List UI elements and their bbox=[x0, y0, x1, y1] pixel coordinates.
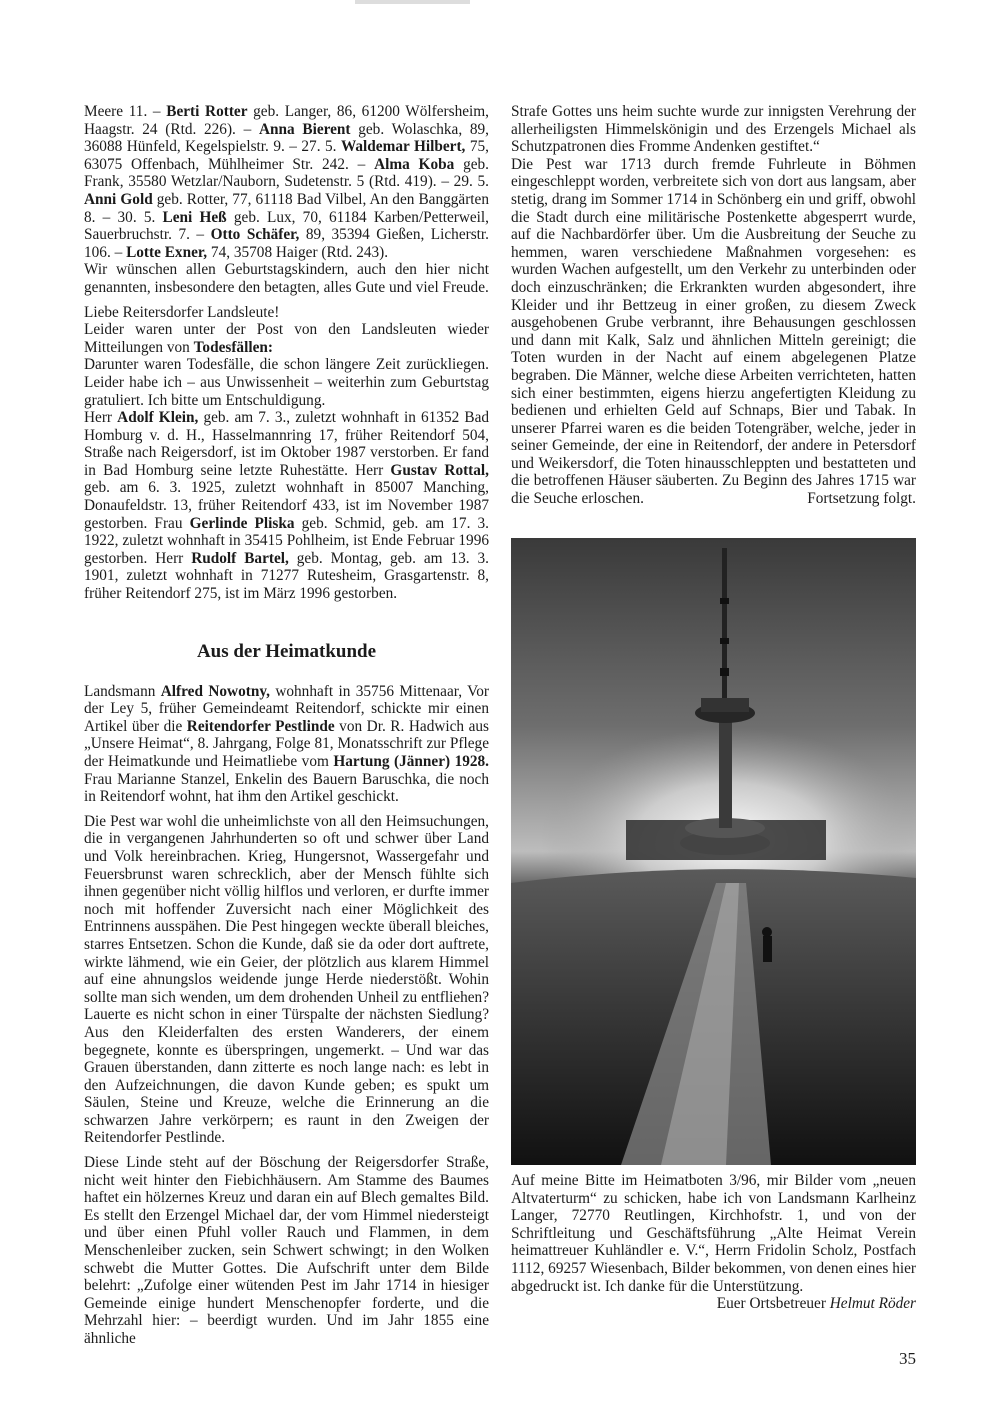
paragraph bbox=[84, 409, 489, 603]
bold-name: Hartung (Jänner) 1928. bbox=[333, 753, 489, 770]
text-run: Diese Linde steht auf der Böschung der Reigersdorfer Straße, nicht weit hinter den Fiebichhäusern. Am Stamme des Baumes haftet ein hölzernes Kreuz und daran ein auf Blech gemaltes Bild. Es stellt den Erzengel Michael dar, der vom Himmel niedersteigt und über einen Pfuhl voller Rauch und Flammen, in dem Menschenleiber zucken, sein Schwert schwingt; in den Wolken schwebt die Mutter Gottes. Die Aufschrift unter dem Bilde belehrt: „Zufolge einer wütenden Pest im Jahr 1714 in hiesiger Gemeinde einige hundert Menschenopfer forderte, und die Mehrzahl hier: – beerdigt wurden. Und im Jahr 1855 eine ähnliche bbox=[84, 1154, 489, 1347]
text-run: Liebe Reitersdorfer Landsleute! bbox=[84, 303, 280, 321]
photo-caption-block bbox=[511, 1172, 916, 1313]
text-run: geb. Montag, geb. am 13. 3. 1901, zuletzt wohnhaft in 71277 Rutesheim, Grasgartenstr. 8, früher Reitendorf 275, ist im März 1996 gestorben. bbox=[84, 549, 490, 603]
text-run: 89, 35394 Gießen, Licherstr. 106. – bbox=[84, 226, 489, 261]
text-run: Strafe Gottes uns heim suchte wurde zur innigsten Verehrung der allerheiligsten Himmelskönigin und des Erzengels Michael als Schutzpatronen dies Fromme Andenken gestiftet.“ bbox=[511, 103, 916, 156]
text-run: von Dr. R. Hadwich aus „Unsere Heimat“, 8. Jahrgang, Folge 81, Monatsschrift zur Pflege der Heimatkunde und Heimatliebe vom bbox=[84, 717, 489, 770]
paragraph bbox=[84, 1154, 489, 1348]
photo-caption: Auf meine Bitte im Heimatboten 3/96, mir Bilder vom „neuen Altvaterturm“ zu schicken, habe ich von Landsmann Karlheinz Langer, 72770 Reutlingen, Kirchhofstr. 1, und von der Schriftleitung und Geschäftsführung „Alte Heimat Verein heimattreuer Kuhländler e. V.“, Herrn Fridolin Scholz, Postfach 1112, 69257 Wiesenbach, Bilder bekommen, von denen eines hier abgedruckt ist. Ich danke für die Unterstützung. bbox=[511, 1172, 916, 1295]
text-run: geb. Frank, 35580 Wetzlar/Nauborn, Sudetenstr. 5 (Rtd. 419). – 29. 5. bbox=[84, 155, 489, 191]
text-run: geb. Langer, 86, 61200 Wölfersheim, Haagstr. 24 (Rtd. 226). – bbox=[84, 103, 489, 138]
paragraph bbox=[84, 356, 489, 409]
paragraph bbox=[84, 261, 489, 296]
section-heading: Aus der Heimatkunde bbox=[196, 640, 377, 662]
bold-name: Gustav Rottal, bbox=[390, 461, 489, 479]
text-run: Landsmann bbox=[84, 682, 161, 700]
text-run: geb. am 6. 3. 1925, zuletzt wohnhaft in 85007 Manching, Donaufeldstr. 13, früher Reitendorf 433, ist im November 1987 gestorben. Frau bbox=[84, 479, 489, 532]
paragraph bbox=[84, 304, 489, 322]
text-run: 74, 35708 Haiger (Rtd. 243). bbox=[207, 243, 389, 261]
bold-name: Alma Koba bbox=[374, 155, 455, 173]
paragraph bbox=[511, 103, 916, 156]
bold-name: Leni Heß bbox=[162, 208, 227, 226]
bold-name: Anna Bierent bbox=[258, 120, 351, 138]
bold-name: Adolf Klein, bbox=[117, 409, 199, 427]
scan-mark bbox=[355, 0, 470, 4]
bold-name: Gerlinde Pliska bbox=[189, 514, 295, 532]
paragraph bbox=[84, 683, 489, 806]
page-number: 35 bbox=[899, 1349, 916, 1368]
text-run: Wir wünschen allen Geburtstagskindern, auch den hier nicht genannten, insbesondere den betagten, alles Gute und viel Freude. bbox=[84, 261, 489, 296]
paragraph bbox=[84, 321, 489, 356]
bold-name: Todesfällen: bbox=[193, 338, 273, 356]
text-run: geb. am 7. 3., zuletzt wohnhaft in 61352 Bad Homburg v. d. H., Hasselmannring 17, früher Reitendorf 504, Straße nach Reigersdorf, ist im Oktober 1987 verstorben. Er fand in Bad Homburg seine letzte Ruhestätte. Herr bbox=[84, 409, 490, 479]
text-run: Leider waren unter der Post von den Landsleuten wieder Mitteilungen von bbox=[84, 321, 489, 356]
bold-name: Rudolf Bartel, bbox=[191, 549, 289, 567]
signature-name: Helmut Röder bbox=[829, 1295, 916, 1313]
text-run: geb. Rotter, 77, 61118 Bad Vilbel, An den Banggärten 8. – 30. 5. bbox=[84, 190, 489, 226]
text-run: Frau Marianne Stanzel, Enkelin des Bauern Baruschka, die noch in Reitendorf wohnt, hat ihm den Artikel geschickt. bbox=[84, 770, 489, 806]
bold-name: Otto Schäfer, bbox=[210, 226, 300, 244]
signature bbox=[511, 1295, 916, 1313]
signature-prefix: Euer Ortsbetreuer bbox=[716, 1295, 826, 1313]
text-run: Herr bbox=[84, 409, 118, 427]
left-paragraphs-before bbox=[84, 103, 489, 603]
text-run: Meere 11. – bbox=[84, 103, 167, 120]
paragraph bbox=[511, 156, 916, 508]
paragraph bbox=[84, 813, 489, 1147]
photo-altvater-tower bbox=[511, 538, 916, 1165]
paragraph bbox=[84, 103, 489, 261]
left-paragraphs-after bbox=[84, 683, 489, 1348]
text-run: Darunter waren Todesfälle, die schon längere Zeit zurückliegen. Leider habe ich – aus Unwissenheit – weiterhin zum Geburtstag gratuliert. Ich bitte um Entschuldigung. bbox=[84, 356, 489, 409]
text-run: wohnhaft in 35756 Mittenaar, Vor der Ley 5, früher Gemeindeamt Reitendorf, schickte mir einen Artikel über die bbox=[84, 682, 489, 735]
text-run: geb. Lux, 70, 61184 Karben/Petterweil, Sauerbruchstr. 7. – bbox=[84, 208, 489, 244]
right-column bbox=[511, 103, 916, 508]
tower-photo-image bbox=[511, 538, 916, 1165]
continuation-note: Fortsetzung folgt. bbox=[807, 490, 916, 508]
bold-name: Waldemar Hilbert, bbox=[340, 138, 466, 156]
left-column bbox=[84, 103, 489, 1348]
text-run: geb. Schmid, geb. am 17. 3. 1922, zuletzt wohnhaft in 35415 Pohlheim, ist Ende Februar 1996 gestorben. Herr bbox=[84, 514, 489, 567]
text-run: Die Pest war 1713 durch fremde Fuhrleute in Böhmen eingeschleppt worden, verbreitete sich von dort aus langsam, aber stetig, drang im Sommer 1714 in Schönberg ein und griff, obwohl die Stadt durch eine militärische Postenkette abgesperrt wurde, auf die Nachbardörfer über. Um die Ausbreitung der Seuche zu hemmen, waren verschiedene Maßnahmen vorgesehen: es wurden Wachen aufgestellt, um den Verkehr zu unterbinden oder doch einzuschränken; die Erkrankten wurden abgesondert, ihre Kleider und ihr Bettzeug in einer großen, zu diesem Zweck ausgehobenen Grube verbrannt, ihre Behausungen geschlossen und dann mit Kalk, Salz und ähnlichen Mitteln gereinigt; die Toten wurden in der Nacht auf einem abgelegenen Platze begraben. Die Männer, welche diese Arbeiten verrichteten, hatten sich einer bestimmten, eigens hierzu angefertigten Kleidung zu bedienen und erhielten Geld auf Schnaps, Bier und Tabak. In unserer Pfarrei waren es die beiden Totengräber, welche, jeder in seiner Gemeinde, der eine in Reitendorf, der andere in Petersdorf und Weikersdorf, die Toten hinausschleppten und bestatteten und die betroffenen Häuser säuberten. Zu Beginn des Jahres 1715 war die Seuche erloschen. bbox=[511, 155, 916, 508]
bold-name: Berti Rotter bbox=[166, 103, 248, 120]
bold-name: Anni Gold bbox=[84, 190, 153, 208]
text-run: geb. Wolaschka, 89, 36088 Hünfeld, Kegelspielstr. 9. – 27. 5. bbox=[84, 120, 489, 156]
bold-name: Alfred Nowotny, bbox=[160, 682, 270, 700]
right-paragraphs bbox=[511, 103, 916, 508]
bold-name: Lotte Exner, bbox=[126, 243, 208, 261]
bold-name: Reitendorfer Pestlinde bbox=[186, 717, 335, 735]
text-run: Die Pest war wohl die unheimlichste von all den Heimsuchungen, die in vergangenen Jahrhunderten so oft und schwer über Land und Volk hereinbrachen. Krieg, Hungersnot, Wassergefahr und Feuersbrunst waren schrecklich, aber der Mensch fühlte sich ihnen gegenüber nicht völlig hilflos und verloren, er durfte immer noch mit hoffender Zuversicht nach einer Möglichkeit des Entrinnens ausspähen. Die Pest hingegen weckte überall bleiches, starres Entsetzen. Schon die Kunde, daß sie da oder dort auftrete, wirkte lähmend, wie ein Geier, der plötzlich aus klarem Himmel auf eine ahnungslos weidende junge Herde niederstößt. Wohin sollte man sich wenden, um dem drohenden Unheil zu entfliehen? Lauerte es nicht schon in einer Türspalte der nächsten Siedlung? Aus den Kleiderfalten des ersten Wanderers, der einem begegnete, konnte es überspringen, ungemerkt. – Und war das Grauen überstanden, dann zitterte es noch lange nach: es lebt in den Aufzeichnungen, die davon Kunde geben; es spukt um Säulen, Steine und Kreuze, welche die Erinnerung an die schwarzen Jahre verkörpern; es raunt in den Zweigen der Reitendorfer Pestlinde. bbox=[84, 812, 489, 1147]
text-run: 75, 63075 Offenbach, Mühlheimer Str. 242. – bbox=[84, 138, 489, 173]
